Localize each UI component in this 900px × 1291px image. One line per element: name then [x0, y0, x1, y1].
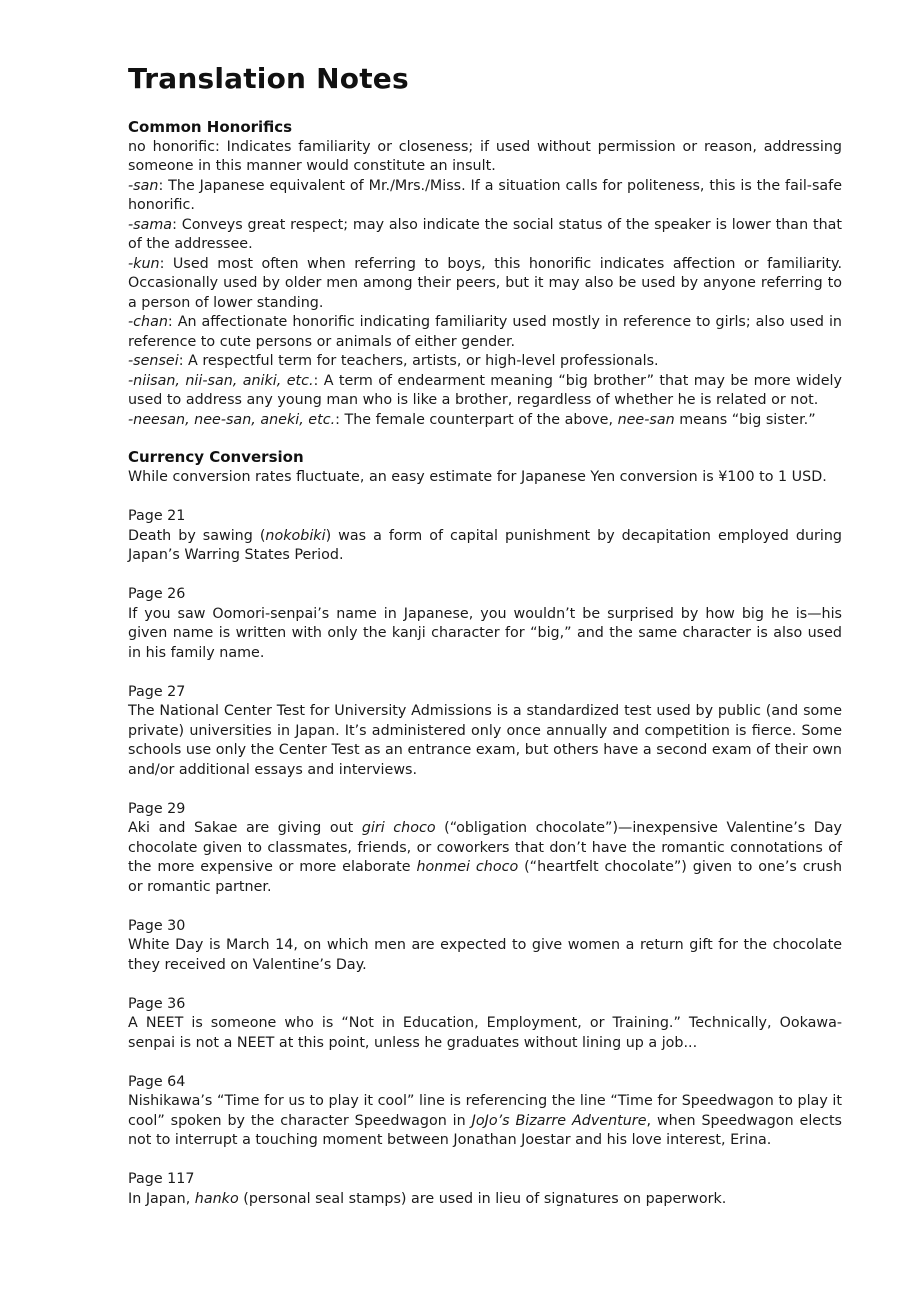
note-text-run: A NEET is someone who is “Not in Education, Employment, or Training.” Technically, Ookawa-senpai is not a NEET at this point, unless he graduates without lining up a job...	[128, 1015, 842, 1051]
page-title: Translation Notes	[128, 62, 409, 95]
note-text-run: Nishikawa’s “Time for us to play it cool” line is referencing the line “Time for Speedwagon to play it cool” spoken by the character Speedwagon in	[128, 1093, 842, 1129]
note-italic-term: giri choco	[361, 820, 436, 836]
honorific-term: -kun	[128, 255, 160, 272]
page-note	[128, 1170, 842, 1209]
page-note	[128, 995, 842, 1054]
note-text	[128, 527, 842, 566]
honorific-text: : The female counterpart of the above,	[335, 411, 618, 428]
page-note	[128, 917, 842, 976]
page-note	[128, 683, 842, 781]
honorific-term: -sensei	[128, 353, 179, 369]
honorific-term: no honorific	[128, 138, 215, 155]
page-reference: Page 30	[128, 917, 186, 934]
currency-section	[128, 448, 842, 487]
note-italic-term: nokobiki	[265, 527, 326, 544]
page-notes	[128, 507, 842, 1209]
honorific-entry	[128, 138, 842, 177]
note-text-run: ) was a form of capital punishment by decapitation employed during Japan’s Warring States Period.	[128, 527, 842, 563]
note-text	[128, 936, 842, 975]
page-note	[128, 507, 842, 566]
honorific-entry	[128, 372, 842, 411]
note-text-run: The National Center Test for University Admissions is a standardized test used by public (and some private) universities in Japan. It’s administered only once annually and competition is fierce. Some schools use only the Center Test as an entrance exam, but others have a second exam of their own and/or additional essays and interviews.	[128, 703, 842, 778]
page-reference: Page 117	[128, 1171, 195, 1187]
note-text	[128, 1092, 842, 1151]
honorific-text: : Used most often when referring to boys, this honorific indicates affection or familiarity. Occasionally used by older men among their peers, but it may also be used by anyone referring to a person of lower standing.	[128, 255, 842, 311]
honorific-entry	[128, 255, 842, 314]
honorific-entry	[128, 313, 842, 352]
honorific-term: -chan	[128, 314, 168, 330]
note-text	[128, 1190, 842, 1210]
note-text	[128, 605, 842, 664]
page-reference: Page 27	[128, 683, 186, 700]
page-reference: Page 64	[128, 1073, 186, 1090]
honorific-term: -niisan, nii-san, aniki, etc.	[128, 372, 314, 389]
note-italic-term: honmei choco	[416, 859, 519, 875]
page-reference: Page 29	[128, 800, 186, 817]
note-text-run: (“heartfelt chocolate”) given to one’s crush or romantic partner.	[128, 859, 843, 895]
honorific-text: : A respectful term for teachers, artists, or high-level professionals.	[178, 353, 659, 369]
note-text-run: (personal seal stamps) are used in lieu of signatures on paperwork.	[238, 1190, 727, 1207]
note-text-run: In Japan,	[128, 1190, 195, 1207]
honorific-text: means “big sister.”	[674, 411, 816, 428]
page-note	[128, 800, 842, 898]
honorific-text: : A term of endearment meaning “big brother” that may be more widely used to address any young man who is like a brother, regardless of whether he is related or not.	[128, 372, 842, 408]
page-reference: Page 21	[128, 508, 186, 524]
note-text-run: If you saw Oomori-senpai’s name in Japanese, you wouldn’t be surprised by how big he is—his given name is written with only the kanji character for “big,” and the same character is also used in his family name.	[128, 605, 842, 661]
page-note	[128, 1073, 842, 1151]
note-text-run: Death by sawing (	[128, 527, 266, 544]
honorific-text: : The Japanese equivalent of Mr./Mrs./Miss. If a situation calls for politeness, this is the fail-safe honorific.	[128, 177, 842, 213]
honorific-text: : Conveys great respect; may also indicate the social status of the speaker is lower than that of the addressee.	[128, 216, 842, 252]
note-text-run: Aki and Sakae are giving out	[128, 820, 362, 836]
honorific-entry	[128, 216, 842, 255]
honorific-entry	[128, 411, 842, 431]
note-italic-term: JoJo’s Bizarre Adventure	[471, 1112, 647, 1129]
note-text	[128, 819, 842, 897]
page-reference: Page 36	[128, 995, 186, 1012]
honorific-text: : An affectionate honorific indicating familiarity used mostly in reference to girls; also used in reference to cute persons or animals of either gender.	[128, 314, 842, 350]
honorific-entry	[128, 352, 842, 372]
honorific-entry	[128, 177, 842, 216]
currency-text: While conversion rates fluctuate, an easy estimate for Japanese Yen conversion is ¥100 to 1 USD.	[128, 468, 827, 485]
document-page	[128, 62, 842, 1229]
honorifics-heading: Common Honorifics	[128, 118, 293, 136]
currency-heading: Currency Conversion	[128, 448, 304, 466]
note-italic-term: hanko	[194, 1190, 239, 1207]
note-text-run: , when Speedwagon elects not to interrupt a touching moment between Jonathan Joestar and his love interest, Erina.	[128, 1112, 843, 1148]
note-text	[128, 1014, 842, 1053]
honorific-text: : Indicates familiarity or closeness; if used without permission or reason, addressing someone in this manner would constitute an insult.	[128, 138, 842, 174]
page-reference: Page 26	[128, 586, 186, 602]
honorific-term: -neesan, nee-san, aneki, etc.	[128, 411, 336, 428]
note-text	[128, 702, 842, 780]
note-text-run: (“obligation chocolate”)—inexpensive Valentine’s Day chocolate given to classmates, friends, or coworkers that don’t have the romantic connotations of the more expensive or more elaborate	[128, 820, 842, 875]
note-text-run: White Day is March 14, on which men are expected to give women a return gift for the chocolate they received on Valentine’s Day.	[128, 937, 842, 973]
honorifics-section	[128, 118, 842, 430]
honorific-term: -sama	[128, 216, 173, 233]
honorific-term: -san	[128, 177, 159, 194]
honorific-term: nee-san	[617, 411, 675, 428]
page-note	[128, 585, 842, 663]
